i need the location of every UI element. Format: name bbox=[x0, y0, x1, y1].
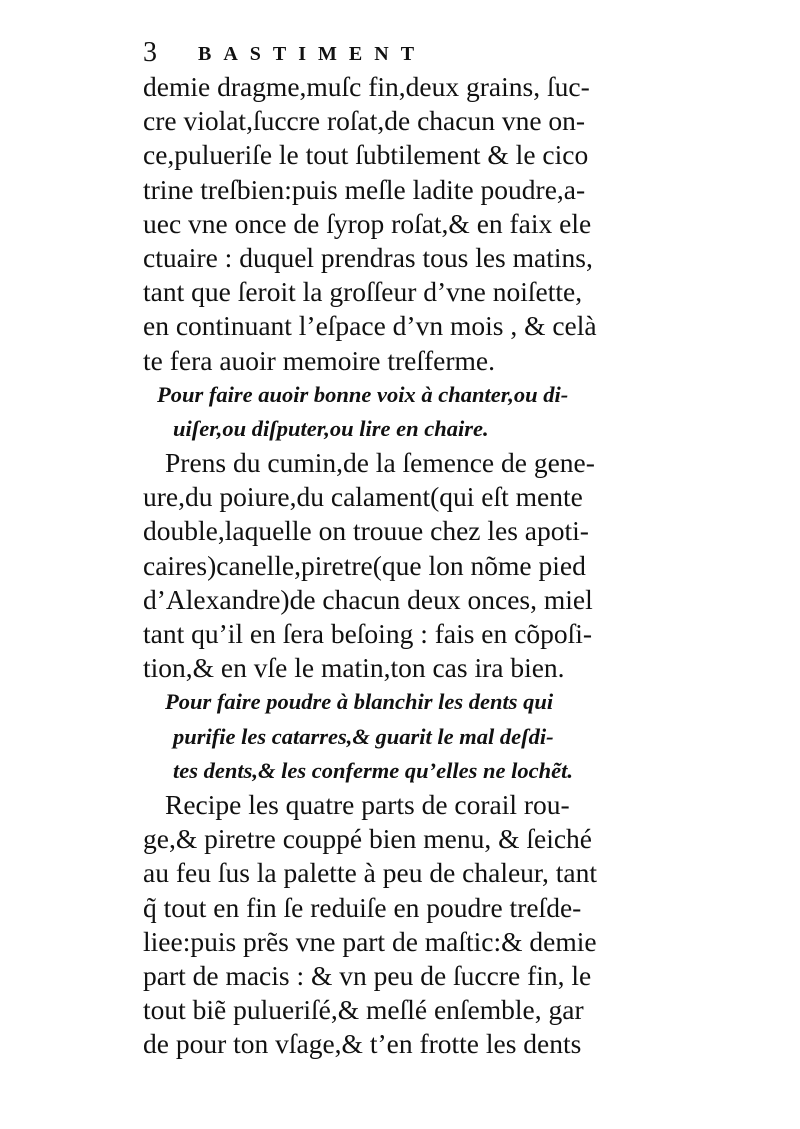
text-line: ure,du poiure,du calament(qui eſt mente bbox=[143, 481, 583, 513]
text-line: ce,pulueriſe le tout ſubtilement & le cico bbox=[143, 139, 589, 171]
text-line: uec vne once de ſyrop roſat,& en faix ele bbox=[143, 207, 592, 239]
recipe-heading: tes dents,& les conferme qu’elles ne lochẽt. bbox=[173, 757, 573, 783]
text-line: te fera auoir memoire treſferme. bbox=[143, 344, 495, 376]
text-line: ge,& piretre couppé bien menu, & ſeiché bbox=[143, 823, 592, 855]
text-line: tion,& en vſe le matin,ton cas ira bien. bbox=[143, 652, 565, 684]
page-header bbox=[143, 36, 643, 70]
recipe-heading: Pour faire poudre à blanchir les dents qui bbox=[165, 689, 554, 715]
text-line: tant que ſeroit la groſſeur d’vne noiſette, bbox=[143, 276, 583, 308]
text-line: au feu ſus la palette à peu de chaleur, tant bbox=[143, 857, 597, 889]
recipe-heading: uiſer,ou diſputer,ou lire en chaire. bbox=[173, 415, 489, 441]
text-line: caires)canelle,piretre(que lon nõme pied bbox=[143, 549, 586, 581]
text-line: part de macis : & vn peu de ſuccre fin, le bbox=[143, 959, 592, 991]
recipe-heading: Pour faire auoir bonne voix à chanter,ou di- bbox=[157, 381, 569, 407]
text-line: cre violat,ſuccre roſat,de chacun vne on- bbox=[143, 105, 586, 137]
recipe-heading: purifie les catarres,& guarit le mal deſdi- bbox=[173, 723, 554, 749]
text-line: tout biẽ pulueriſé,& meſlé enſemble, gar bbox=[143, 994, 584, 1026]
text-line: Recipe les quatre parts de corail rou- bbox=[165, 788, 570, 820]
text-line: trine treſbien:puis meſle ladite poudre,a- bbox=[143, 173, 586, 205]
body-text bbox=[143, 70, 653, 1061]
text-line: Prens du cumin,de la ſemence de gene- bbox=[165, 447, 595, 479]
text-line: liee:puis prẽs vne part de maſtic:& demie bbox=[143, 925, 597, 957]
page-number: 3 bbox=[143, 37, 157, 68]
text-line: d’Alexandre)de chacun deux onces, miel bbox=[143, 583, 593, 615]
text-line: ctuaire : duquel prendras tous les matins, bbox=[143, 241, 593, 273]
text-line: en continuant l’eſpace d’vn mois , & celà bbox=[143, 310, 597, 342]
text-line: double,laquelle on trouue chez les apoti- bbox=[143, 515, 589, 547]
text-line: q̃ tout en fin ſe reduiſe en poudre treſde- bbox=[143, 891, 582, 923]
text-line: tant qu’il en ſera beſoing : fais en cõpoſi- bbox=[143, 618, 593, 649]
text-line: demie dragme,muſc fin,deux grains, ſuc- bbox=[143, 71, 590, 102]
text-line: de pour ton vſage,& t’en frotte les dents bbox=[143, 1028, 582, 1060]
running-title: BASTIMENT bbox=[198, 43, 427, 65]
